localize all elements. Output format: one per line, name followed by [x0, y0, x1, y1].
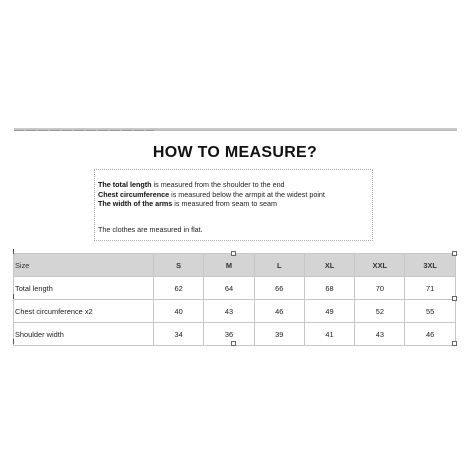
table-edge-tick: [13, 339, 14, 344]
note-total-length-text: is measured from the shoulder to the end: [151, 180, 285, 189]
row-label: Total length: [14, 277, 154, 300]
table-cell: 62: [154, 277, 204, 300]
header-s: S: [154, 254, 204, 277]
row-label: Shoulder width: [14, 323, 154, 346]
note-chest: [98, 190, 369, 200]
header-3xl: 3XL: [405, 254, 455, 277]
note-arms-term: The width of the arms: [98, 199, 173, 208]
table-edge-tick: [13, 294, 14, 299]
note-total-length: [98, 180, 369, 190]
table-cell: 43: [204, 300, 254, 323]
table-cell: 55: [405, 300, 455, 323]
table-cell: 34: [154, 323, 204, 346]
table-header-row: [14, 254, 456, 277]
header-xl: XL: [304, 254, 354, 277]
table-cell: 40: [154, 300, 204, 323]
table-cell: 71: [405, 277, 455, 300]
header-size: Size: [14, 254, 154, 277]
table-cell: 68: [304, 277, 354, 300]
table-edge-tick: [13, 249, 14, 254]
row-label: Chest circumference x2: [14, 300, 154, 323]
table-cell: 52: [355, 300, 405, 323]
note-chest-text: is measured below the armpit at the widest point: [169, 189, 325, 199]
table-cell: 36: [204, 323, 254, 346]
table-cell: 70: [355, 277, 405, 300]
note-arms-text: is measured from seam to seam: [172, 199, 277, 208]
size-table[interactable]: [13, 253, 456, 346]
table-resize-handle-top[interactable]: [231, 251, 236, 256]
note-flat: The clothes are measured in flat.: [98, 224, 203, 234]
header-l: L: [254, 254, 304, 277]
table-resize-handle-bottom-right[interactable]: [452, 341, 457, 346]
table-cell: 66: [254, 277, 304, 300]
page-title: HOW TO MEASURE?: [152, 144, 318, 161]
table-cell: 64: [204, 277, 254, 300]
table-cell: 41: [304, 323, 354, 346]
note-chest-term: Chest circumference: [98, 189, 170, 199]
table-resize-handle-right[interactable]: [452, 296, 457, 301]
table-row: [14, 300, 456, 323]
top-divider-dash: [14, 130, 154, 131]
table-cell: 43: [355, 323, 405, 346]
table-resize-handle-bottom[interactable]: [231, 341, 236, 346]
header-xxl: XXL: [355, 254, 405, 277]
table-cell: 39: [254, 323, 304, 346]
note-arms: [98, 199, 369, 209]
table-cell: 46: [254, 300, 304, 323]
header-m: M: [204, 254, 254, 277]
note-total-length-term: The total length: [98, 180, 152, 189]
table-resize-handle-top-right[interactable]: [452, 251, 457, 256]
measurement-notes-box[interactable]: [94, 169, 373, 241]
table-cell: 46: [405, 323, 455, 346]
table-cell: 49: [304, 300, 354, 323]
table-row: [14, 277, 456, 300]
